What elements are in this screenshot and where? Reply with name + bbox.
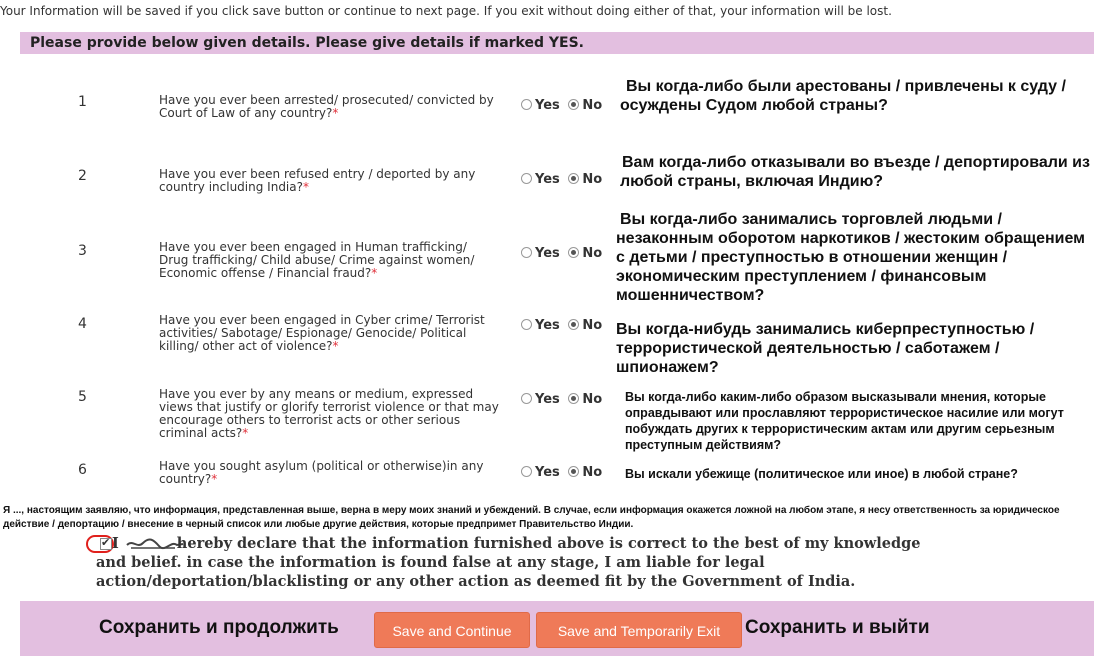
yes-label: Yes [535, 246, 560, 261]
question-text: Have you ever been arrested/ prosecuted/ convicted by Court of Law of any country?* [159, 93, 494, 120]
no-label: No [582, 98, 603, 113]
declaration-text: I hereby declare that the information furnished above is correct to the best of my knowledge and belief. in case the information is found false at any stage, I am liable for legal action/deportation/blacklisting or any other action as deemed fit by the Government of India. [96, 535, 921, 590]
question-text: Have you ever by any means or medium, expressed views that justify or glorify terrorist violence or that may encourage others to terrorist acts or other serious criminal acts?* [159, 387, 499, 440]
answer-options [521, 392, 606, 407]
yes-radio[interactable] [521, 393, 532, 404]
yes-label: Yes [535, 172, 560, 187]
save-exit-button[interactable]: Save and Temporarily Exit [536, 612, 742, 648]
yes-label: Yes [535, 465, 560, 480]
no-label: No [582, 318, 603, 333]
no-radio[interactable] [568, 319, 579, 330]
save-continue-ru-label: Сохранить и продолжить [99, 617, 339, 638]
yes-label: Yes [535, 392, 560, 407]
answer-options [521, 318, 606, 333]
no-radio[interactable] [568, 466, 579, 477]
section-header: Please provide below given details. Please give details if marked YES. [20, 32, 1094, 54]
question-text-ru: Вы искали убежище (политическое или иное) в любой стране? [625, 467, 1018, 481]
question-text: Have you ever been engaged in Cyber crime/ Terrorist activities/ Sabotage/ Espionage/ Genocide/ Political killing/ other act of violence?* [159, 313, 485, 353]
answer-options [521, 465, 606, 480]
save-continue-button[interactable]: Save and Continue [374, 612, 530, 648]
required-asterisk: * [303, 180, 309, 194]
save-notice: Your Information will be saved if you click save button or continue to next page. If you exit without doing either of that, your information will be lost. [0, 4, 892, 18]
question-text: Have you ever been engaged in Human trafficking/ Drug trafficking/ Child abuse/ Crime against women/ Economic offense / Financial fraud?* [159, 240, 475, 280]
yes-label: Yes [535, 98, 560, 113]
yes-radio[interactable] [521, 466, 532, 477]
required-asterisk: * [332, 106, 339, 120]
question-number: 6 [78, 462, 87, 478]
question-number: 3 [78, 243, 87, 259]
no-radio[interactable] [568, 393, 579, 404]
required-asterisk: * [211, 472, 218, 486]
question-text-ru: Вы когда-либо были арестованы / привлечены к суду / осуждены Судом любой страны? [620, 78, 1066, 114]
required-asterisk: * [332, 339, 339, 353]
required-asterisk: * [371, 266, 378, 280]
yes-label: Yes [535, 318, 560, 333]
yes-radio[interactable] [521, 173, 532, 184]
declaration-ru: Я ..., настоящим заявляю, что информация, представленная выше, верна в меру моих знаний и убеждений. В случае, если информация окажется ложной на любом этапе, я несу ответственность за юридическое действие / депортацию / внесение в черный список или любые другие действия, которые предпримет Правительство Индии. [3, 505, 1060, 530]
no-label: No [582, 392, 603, 407]
yes-radio[interactable] [521, 319, 532, 330]
question-number: 1 [78, 94, 87, 110]
question-text-ru: Вы когда-либо каким-либо образом высказывали мнения, которые оправдывают или прославляют террористическое насилие или могут побуждать других к террористическим актам или другим серьезным преступным действиям? [625, 390, 1064, 452]
question-number: 5 [78, 389, 87, 405]
question-text: Have you ever been refused entry / deported by any country including India?* [159, 167, 476, 194]
save-exit-ru-label: Сохранить и выйти [745, 617, 930, 638]
no-label: No [582, 465, 603, 480]
question-number: 2 [78, 168, 87, 184]
yes-radio[interactable] [521, 247, 532, 258]
answer-options [521, 98, 606, 113]
no-radio[interactable] [568, 99, 579, 110]
answer-options [521, 246, 606, 261]
question-text-ru: Вы когда-нибудь занимались киберпреступностью / террористической деятельностью / саботажем / шпионажем? [616, 321, 1035, 376]
no-radio[interactable] [568, 173, 579, 184]
answer-options [521, 172, 606, 187]
question-text: Have you sought asylum (political or otherwise)in any country?* [159, 459, 484, 486]
question-number: 4 [78, 316, 87, 332]
no-label: No [582, 172, 603, 187]
no-radio[interactable] [568, 247, 579, 258]
no-label: No [582, 246, 603, 261]
question-text-ru: Вы когда-либо занимались торговлей людьми / незаконным оборотом наркотиков / жестоким обращением с детьми / преступностью в отношении женщин / экономическим преступлением / финансовым мошенничеством? [616, 211, 1086, 304]
required-asterisk: * [242, 426, 249, 440]
question-text-ru: Вам когда-либо отказывали во въезде / депортировали из любой страны, включая Индию? [620, 154, 1090, 190]
yes-radio[interactable] [521, 99, 532, 110]
